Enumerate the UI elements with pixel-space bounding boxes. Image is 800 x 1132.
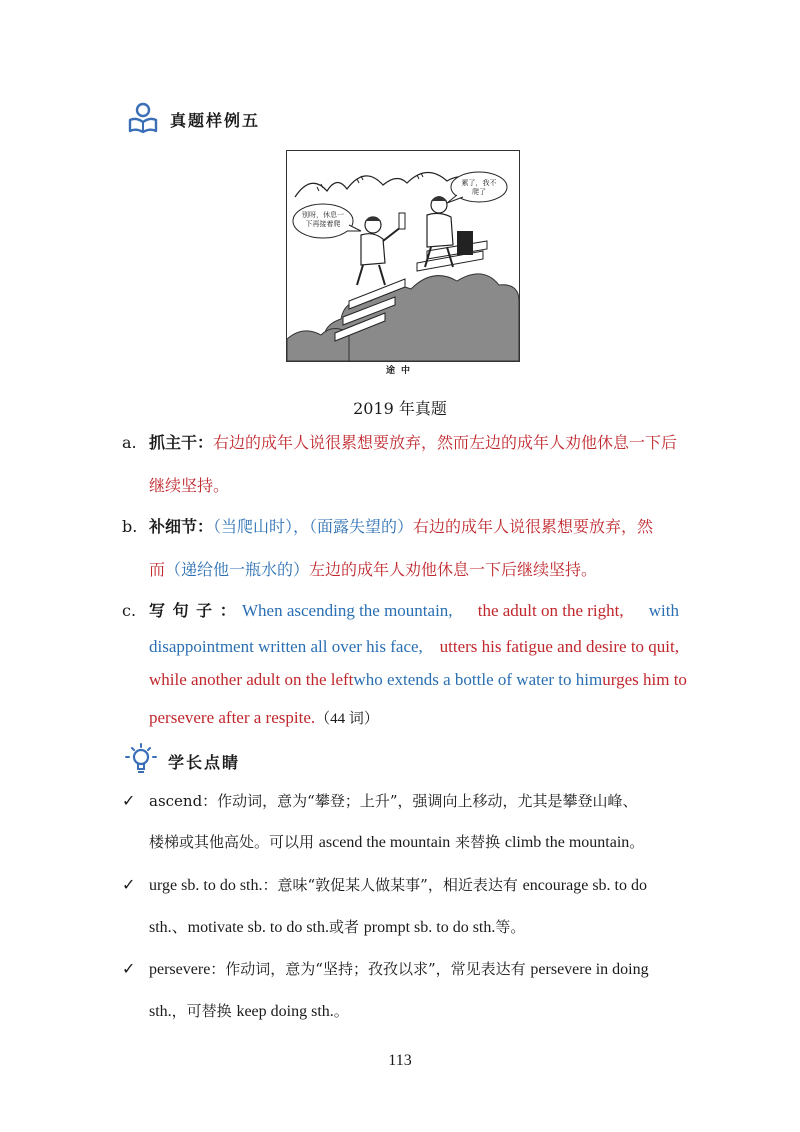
step-c-while: while another adult on the left: [149, 670, 354, 689]
section-title: 真题样例五: [170, 111, 261, 130]
step-c-sentence-line2: [149, 637, 679, 657]
right-speech-bubble-text: 累了，我不爬了: [461, 179, 497, 196]
tip-prompt-phrase: prompt sb. to do sth.: [363, 919, 496, 936]
tip-persevere-text: ：作动词，意为“坚持；孜孜以求”，常见表达有: [210, 960, 531, 978]
step-b-detail-water: （递给他一瓶水的）: [165, 560, 310, 579]
tip-urge-line2: [149, 917, 525, 938]
tip-urge-phrase: urge sb. to do sth.: [149, 877, 263, 894]
step-c-with: with: [648, 601, 679, 620]
tip-ascend-line1: ascend：作动词，意为“攀登；上升”，强调向上移动，尤其是攀登山峰、: [149, 792, 638, 810]
step-b-marker: b.: [122, 517, 138, 536]
tip-motivate-phrase: sth.、motivate sb. to do sth.: [149, 919, 330, 936]
tip-ascend-end: 。: [629, 833, 645, 851]
step-c-urges: urges him to: [602, 670, 687, 689]
tip-sth: sth.: [149, 1003, 172, 1020]
tip-persevere-word: persevere: [149, 961, 211, 978]
step-a-text-line1: 右边的成年人说很累想要放弃，然而左边的成年人劝他休息一下后: [213, 433, 678, 452]
step-b-label: 补细节：: [149, 517, 214, 536]
tip-urge-end: 等。: [495, 918, 526, 936]
check-icon: ✓: [122, 959, 136, 978]
cartoon-figure: [286, 150, 520, 362]
step-c-disappointment: disappointment written all over his face,: [149, 637, 423, 656]
step-a: [122, 433, 677, 453]
reader-icon: [126, 101, 160, 135]
tips-title: 学长点睛: [168, 753, 241, 772]
figure-caption: 2019 年真题: [353, 399, 447, 418]
tips-header: [124, 742, 424, 776]
tip-ascend-phrase: ascend the mountain: [318, 834, 451, 851]
step-b-main-however: 而: [149, 560, 166, 579]
step-c-when-clause: When ascending the mountain,: [242, 601, 453, 620]
check-icon: ✓: [122, 875, 136, 894]
step-c-utters: utters his fatigue and desire to quit,: [439, 637, 679, 656]
tip-urge-or: 或者: [329, 918, 364, 936]
step-b: [122, 517, 653, 537]
tip-item-persevere: [122, 959, 649, 980]
step-a-text-line2: 继续坚持。: [149, 476, 230, 495]
tip-ascend-text: 楼梯或其他高处。可以用: [149, 833, 319, 851]
tip-ascend-text2: 来替换: [450, 833, 505, 851]
tip-urge-text: ：意味“敦促某人做某事”，相近表达有: [262, 876, 523, 894]
page-number: 113: [388, 1052, 412, 1069]
step-b-main-line1: 右边的成年人说很累想要放弃，然: [413, 517, 654, 536]
tip-replace-text: ，可替换: [171, 1002, 237, 1020]
step-b-main-line2: 左边的成年人劝他休息一下后继续坚持。: [309, 560, 598, 579]
step-c-label: 写 句 子 ：: [149, 601, 237, 620]
step-b-detail-when: （当爬山时），: [213, 517, 310, 536]
check-icon: ✓: [122, 791, 136, 810]
step-b-detail-face: （面露失望的）: [309, 517, 414, 536]
tip-item-urge: [122, 875, 647, 896]
tip-keep-doing-phrase: keep doing sth.: [236, 1003, 334, 1020]
step-a-label: 抓主干：: [149, 433, 214, 452]
tip-encourage-phrase: encourage sb. to do: [522, 877, 647, 894]
left-speech-bubble-text: 别呀，休息一下再接着爬: [302, 211, 344, 228]
lightbulb-icon: [124, 742, 158, 776]
step-c-subject: the adult on the right,: [477, 601, 624, 620]
tip-persevere-phrase: persevere in doing: [530, 961, 649, 978]
step-c-word-count: （44 词）: [315, 711, 379, 727]
tip-climb-phrase: climb the mountain: [504, 834, 630, 851]
step-c-extends: who extends a bottle of water to him: [353, 670, 603, 689]
step-c-sentence-line4: [149, 707, 379, 728]
tip-ascend-line2: [149, 832, 644, 853]
tip-item-ascend: [122, 791, 638, 811]
step-c-persevere: persevere after a respite.: [149, 708, 316, 727]
cartoon-caption: 途中: [386, 366, 417, 376]
step-c-sentence-line3: [149, 670, 687, 690]
step-c-marker: c.: [122, 601, 137, 620]
step-b-line2: [149, 560, 597, 580]
section-header: [126, 101, 426, 137]
step-c-sentence-line1: [242, 601, 679, 621]
tip-persevere-line2: [149, 1001, 349, 1022]
tip-persevere-end: 。: [333, 1002, 349, 1020]
step-a-marker: a.: [122, 433, 137, 452]
step-c: [122, 601, 237, 621]
